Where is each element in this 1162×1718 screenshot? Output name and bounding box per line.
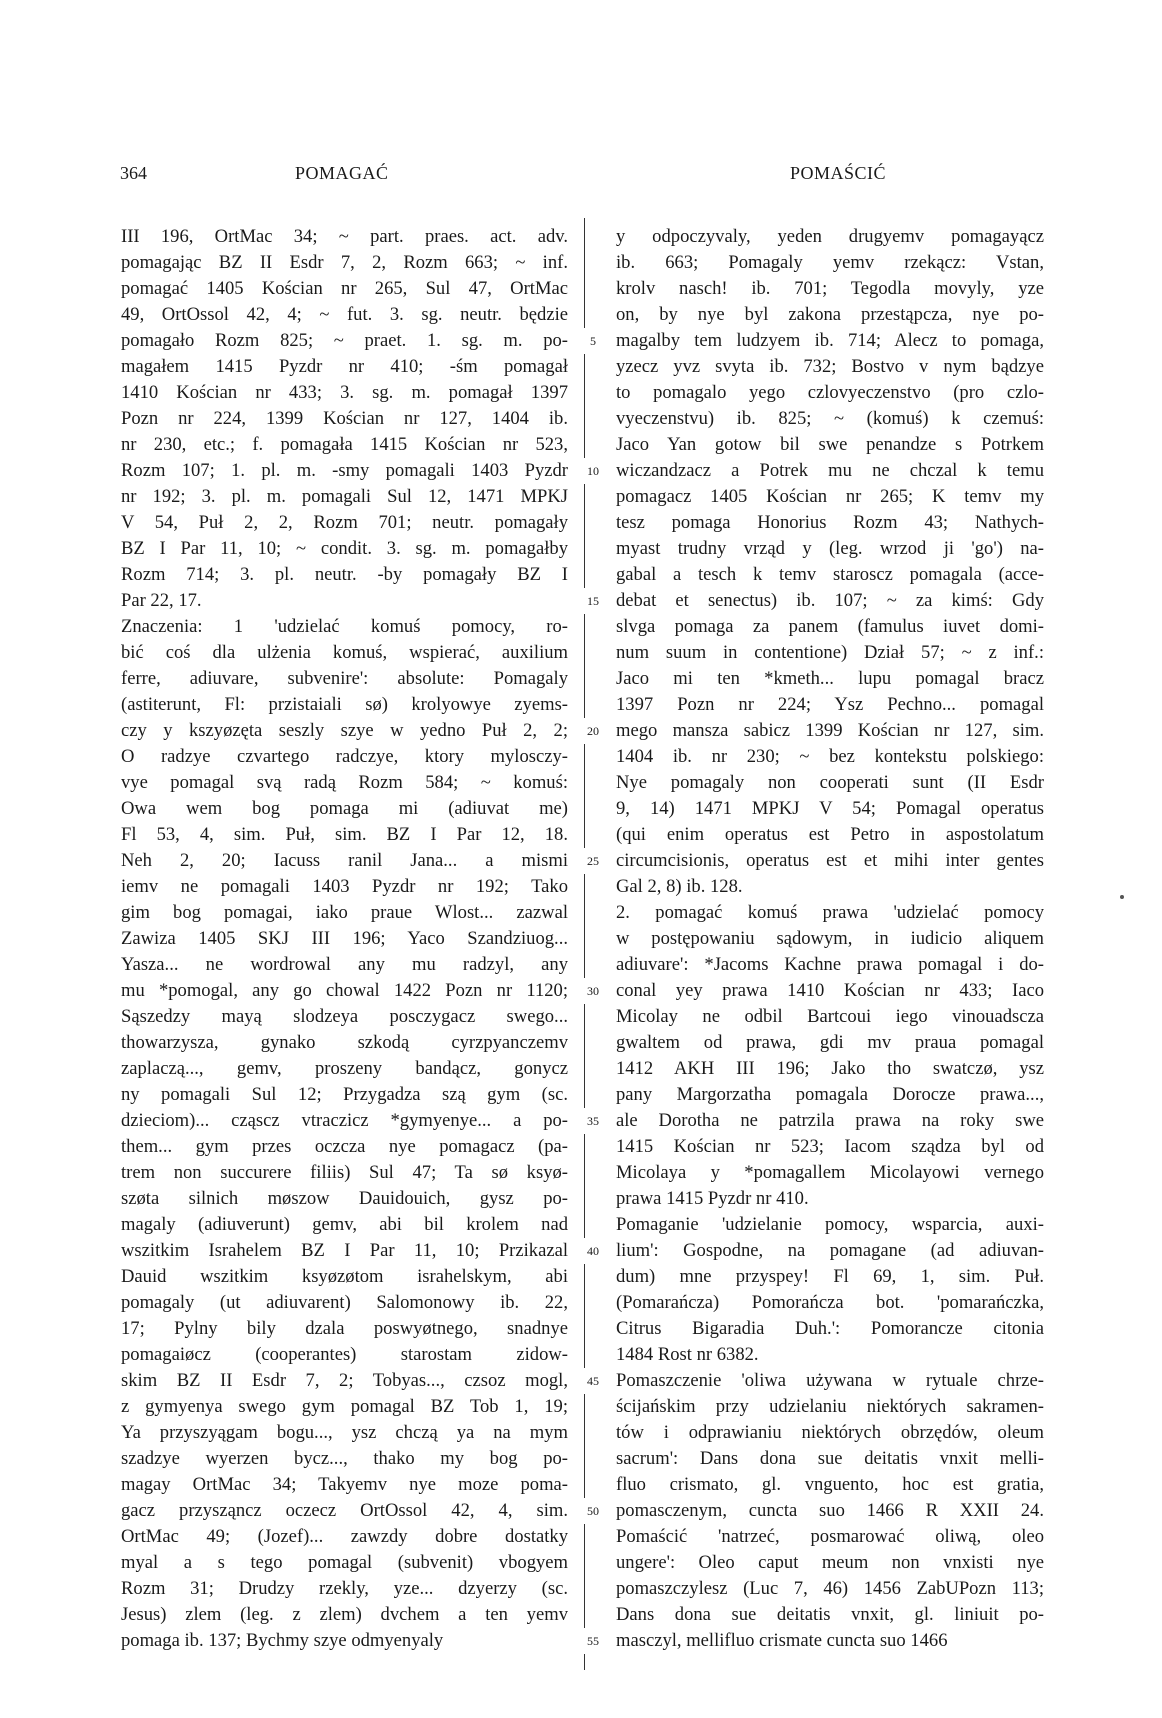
left-text-column: [121, 224, 568, 1654]
text-line: magalby tem ludzyem ib. 714; Alecz to pomaga,: [616, 330, 1044, 351]
text-line: 1415 Kościan nr 523; Iacom sządza byl od: [616, 1136, 1044, 1157]
text-line: Sąszedzy mayą slodzeya posczygacz swego...: [121, 1006, 568, 1027]
text-line: ungere': Oleo caput meum non vnxisti nye: [616, 1552, 1044, 1573]
text-line: Fl 53, 4, sim. Puł, sim. BZ I Par 12, 18.: [121, 824, 568, 845]
line-number: 40: [578, 1238, 608, 1264]
text-line: ib. 663; Pomagaly yemv rzekącz: Vstan,: [616, 252, 1044, 273]
text-line: fluo crismato, gl. vnguento, hoc est gratia,: [616, 1474, 1044, 1495]
text-line: Micolaya y *pomagallem Micolayowi vernego: [616, 1162, 1044, 1183]
text-line: adiuvare': *Jacoms Kachne prawa pomagal i do-: [616, 954, 1044, 975]
text-line: pomaga ib. 137; Bychmy szye odmyenyaly: [121, 1630, 444, 1651]
right-text-column: [616, 224, 1044, 1654]
text-line: wszitkim Israhelem BZ I Par 11, 10; Przikazal: [121, 1240, 568, 1261]
text-line: pomasczenym, cuncta suo 1466 R XXII 24.: [616, 1500, 1044, 1521]
text-line: nr 230, etc.; f. pomagała 1415 Kościan nr 523,: [121, 434, 568, 455]
text-line: 1410 Kościan nr 433; 3. sg. m. pomagał 1397: [121, 382, 568, 403]
text-line: 1484 Rost nr 6382.: [616, 1344, 759, 1365]
text-line: vyeczenstvu) ib. 825; ~ (komuś) k czemuś:: [616, 408, 1044, 429]
text-line: Znaczenia: 1 'udzielać komuś pomocy, ro-: [121, 616, 568, 637]
text-line: them... gym przes oczcza nye pomagacz (pa-: [121, 1136, 568, 1157]
text-line: V 54, Puł 2, 2, Rozm 701; neutr. pomagały: [121, 512, 568, 533]
text-line: debat et senectus) ib. 107; ~ za kimś: Gdy: [616, 590, 1044, 611]
text-line: Dans dona sue deitatis vnxit, gl. liniuit po-: [616, 1604, 1044, 1625]
text-line: vye pomagal svą radą Rozm 584; ~ komuś:: [121, 772, 568, 793]
text-line: magaly (adiuverunt) gemv, abi bil krolem nad: [121, 1214, 568, 1235]
text-line: szøta silnich møszow Dauidouich, gysz po-: [121, 1188, 568, 1209]
text-line: pany Margorzatha pomagala Dorocze prawa...,: [616, 1084, 1044, 1105]
text-line: OrtMac 49; (Jozef)... zawzdy dobre dostatky: [121, 1526, 568, 1547]
text-line: trem non succurere filiis) Sul 47; Ta sø ksyø-: [121, 1162, 568, 1183]
text-line: 1412 AKH III 196; Jako tho swatczø, ysz: [616, 1058, 1044, 1079]
text-line: ale Dorotha ne patrzila prawa na roky swe: [616, 1110, 1044, 1131]
text-line: ny pomagali Sul 12; Przygadza szą gym (sc.: [121, 1084, 568, 1105]
page-number: 364: [120, 163, 147, 183]
text-line: Owa wem bog pomaga mi (adiuvat me): [121, 798, 568, 819]
running-header: [0, 163, 1162, 187]
text-line: pomagacz 1405 Kościan nr 265; K temv my: [616, 486, 1044, 507]
text-line: Pozn nr 224, 1399 Kościan nr 127, 1404 ib.: [121, 408, 568, 429]
text-line: num suum in contentione) Dział 57; ~ z inf.:: [616, 642, 1044, 663]
text-line: conal yey prawa 1410 Kościan nr 433; Iaco: [616, 980, 1044, 1001]
text-line: skim BZ II Esdr 7, 2; Tobyas..., czsoz mogl,: [121, 1370, 568, 1391]
text-line: zaplaczą..., gemv, proszeny bandącz, gonycz: [121, 1058, 568, 1079]
text-line: tesz pomaga Honorius Rozm 43; Nathych-: [616, 512, 1044, 533]
text-line: Jaco Yan gotow bil swe penandze s Potrkem: [616, 434, 1044, 455]
text-line: Nye pomagaly non cooperati sunt (II Esdr: [616, 772, 1044, 793]
text-line: gim bog pomagai, iako praue Wlost... zazwal: [121, 902, 568, 923]
text-line: III 196, OrtMac 34; ~ part. praes. act. adv.: [121, 226, 568, 247]
text-line: thowarzysza, gynako szkodą cyrzpyanczemv: [121, 1032, 568, 1053]
text-line: pomagaly (ut adiuvarent) Salomonowy ib. 22,: [121, 1292, 568, 1313]
text-line: prawa 1415 Pyzdr nr 410.: [616, 1188, 809, 1209]
text-line: dzieciom)... cząscz vtraczicz *gymyenye... a po-: [121, 1110, 568, 1131]
text-line: iemv ne pomagali 1403 Pyzdr nr 192; Tako: [121, 876, 568, 897]
right-running-headword: POMAŚCIĆ: [790, 163, 887, 183]
text-line: Yasza... ne wordrowal any mu radzyl, any: [121, 954, 568, 975]
text-line: Ya przyszyągam bogu..., ysz chczą ya na mym: [121, 1422, 568, 1443]
text-line: mego mansza sabicz 1399 Kościan nr 127, sim.: [616, 720, 1044, 741]
text-line: w postępowaniu sądowym, in iudicio aliquem: [616, 928, 1044, 949]
text-line: pomagać 1405 Kościan nr 265, Sul 47, OrtMac: [121, 278, 568, 299]
text-line: BZ I Par 11, 10; ~ condit. 3. sg. m. pomagałby: [121, 538, 568, 559]
text-line: Rozm 714; 3. pl. neutr. -by pomagały BZ I: [121, 564, 568, 585]
text-line: Citrus Bigaradia Duh.': Pomorancze citonia: [616, 1318, 1044, 1339]
text-line: (astiterunt, Fl: przistaiali sø) krolyowye zyems-: [121, 694, 568, 715]
text-line: 49, OrtOssol 42, 4; ~ fut. 3. sg. neutr. będzie: [121, 304, 568, 325]
line-number: 45: [578, 1368, 608, 1394]
text-line: czy y kszyøzęta seszly szye w yedno Puł 2, 2;: [121, 720, 568, 741]
text-line: bić coś dla ulżenia komuś, wspierać, auxilium: [121, 642, 568, 663]
text-line: lium': Gospodne, na pomagane (ad adiuvan-: [616, 1240, 1044, 1261]
text-line: ferre, adiuvare, subvenire': absolute: Pomagaly: [121, 668, 568, 689]
text-line: Pomaganie 'udzielanie pomocy, wsparcia, auxi-: [616, 1214, 1044, 1235]
text-line: Neh 2, 20; Iacuss ranil Jana... a mismi: [121, 850, 568, 871]
text-line: 17; Pylny bily dzala poswyøtnego, snadnye: [121, 1318, 568, 1339]
text-line: Jaco mi ten *kmeth... lupu pomagal bracz: [616, 668, 1044, 689]
column-divider: [584, 218, 585, 1670]
text-line: myal a s tego pomagal (subvenit) vbogyem: [121, 1552, 568, 1573]
text-line: magay OrtMac 34; Takyemv nye moze poma-: [121, 1474, 568, 1495]
text-line: z gymyenya swego gym pomagal BZ Tob 1, 19;: [121, 1396, 568, 1417]
text-line: wiczandzacz a Potrek mu ne chczal k temu: [616, 460, 1044, 481]
text-line: Par 22, 17.: [121, 590, 202, 611]
text-line: O radzye czvartego radczye, ktory mylosczy-: [121, 746, 568, 767]
text-line: ścijańskim przy udzielaniu niektórych sakramen-: [616, 1396, 1044, 1417]
line-number: 5: [578, 328, 608, 354]
line-number: 10: [578, 458, 608, 484]
text-line: Micolay ne odbil Bartcoui iego vinouadscza: [616, 1006, 1044, 1027]
text-line: szadzye wyerzen bycz..., thako my bog po-: [121, 1448, 568, 1469]
text-line: gwaltem od prawa, gdi mv praua pomagal: [616, 1032, 1044, 1053]
text-line: 1404 ib. nr 230; ~ bez kontekstu polskiego:: [616, 746, 1044, 767]
line-number: 15: [578, 588, 608, 614]
text-line: mu *pomogal, any go chowal 1422 Pozn nr 1120;: [121, 980, 568, 1001]
text-line: magałem 1415 Pyzdr nr 410; -śm pomagał: [121, 356, 568, 377]
text-line: Pomaszczenie 'oliwa używana w rytuale chrze-: [616, 1370, 1044, 1391]
text-line: Pomaścić 'natrzeć, posmarować oliwą, oleo: [616, 1526, 1044, 1547]
text-line: pomaszczylesz (Luc 7, 46) 1456 ZabUPozn 113;: [616, 1578, 1044, 1599]
text-line: 1397 Pozn nr 224; Ysz Pechno... pomagal: [616, 694, 1044, 715]
line-number: 55: [578, 1628, 608, 1654]
text-line: myast trudny vrząd y (leg. wrzod ji 'go') na-: [616, 538, 1044, 559]
line-number: 35: [578, 1108, 608, 1134]
text-line: 2. pomagać komuś prawa 'udzielać pomocy: [616, 902, 1044, 923]
text-line: Dauid wszitkim ksyøzøtom israhelskym, abi: [121, 1266, 568, 1287]
text-line: y odpoczyvaly, yeden drugyemv pomagayącz: [616, 226, 1044, 247]
text-line: Rozm 107; 1. pl. m. -smy pomagali 1403 Pyzdr: [121, 460, 568, 481]
text-line: pomagając BZ II Esdr 7, 2, Rozm 663; ~ inf.: [121, 252, 568, 273]
text-line: dum) mne przyspey! Fl 69, 1, sim. Puł.: [616, 1266, 1044, 1287]
scan-speck: [1120, 895, 1124, 899]
text-line: masczyl, mellifluo crismate cuncta suo 1466: [616, 1630, 948, 1651]
text-line: to pomagalo yego czlovyeczenstvo (pro czlo-: [616, 382, 1044, 403]
text-line: tów i odprawianiu niektórych obrzędów, oleum: [616, 1422, 1044, 1443]
text-line: gabal a tesch k temv staroscz pomagala (acce-: [616, 564, 1044, 585]
text-line: Rozm 31; Drudzy rzekly, yze... dzyerzy (sc.: [121, 1578, 568, 1599]
line-number: 25: [578, 848, 608, 874]
line-number: 20: [578, 718, 608, 744]
text-line: 9, 14) 1471 MPKJ V 54; Pomagal operatus: [616, 798, 1044, 819]
text-line: gacz przysząncz oczecz OrtOssol 42, 4, sim.: [121, 1500, 568, 1521]
line-number: 50: [578, 1498, 608, 1524]
text-line: (Pomarańcza) Pomorańcza bot. 'pomarańczka,: [616, 1292, 1044, 1313]
text-line: yzecz yvz svyta ib. 732; Bostvo v nym bądzye: [616, 356, 1044, 377]
text-line: slvga pomaga za panem (famulus iuvet domi-: [616, 616, 1044, 637]
line-number: 30: [578, 978, 608, 1004]
text-line: sacrum': Dans dona sue deitatis vnxit melli-: [616, 1448, 1044, 1469]
text-line: Zawiza 1405 SKJ III 196; Yaco Szandziuog...: [121, 928, 568, 949]
text-line: on, by nye byl zakona przestąpcza, nye po-: [616, 304, 1044, 325]
text-line: krolv nasch! ib. 701; Tegodla movyly, yze: [616, 278, 1044, 299]
text-line: nr 192; 3. pl. m. pomagali Sul 12, 1471 MPKJ: [121, 486, 568, 507]
text-line: circumcisionis, operatus est et mihi inter gentes: [616, 850, 1044, 871]
text-line: pomagaiøcz (cooperantes) starostam zidow-: [121, 1344, 568, 1365]
text-line: (qui enim operatus est Petro in aspostolatum: [616, 824, 1044, 845]
text-line: Jesus) zlem (leg. z zlem) dvchem a ten yemv: [121, 1604, 568, 1625]
left-running-headword: POMAGAĆ: [295, 163, 389, 183]
text-line: Gal 2, 8) ib. 128.: [616, 876, 743, 897]
text-line: pomagało Rozm 825; ~ praet. 1. sg. m. po-: [121, 330, 568, 351]
